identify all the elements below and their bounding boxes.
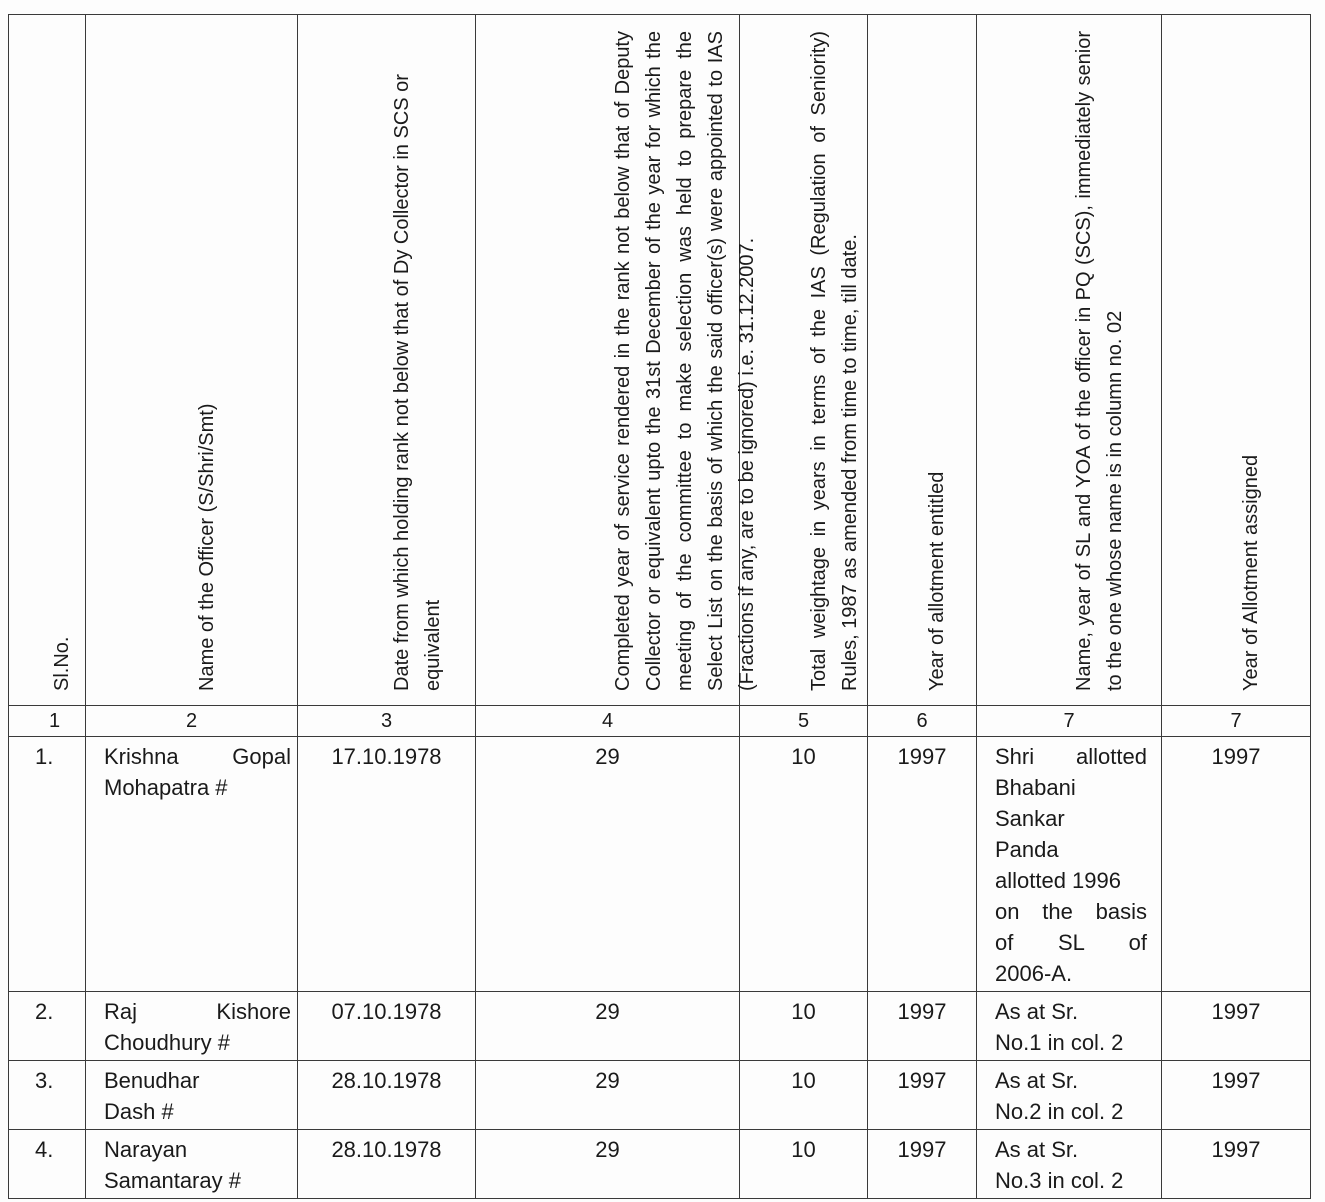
date-cell: 28.10.1978	[298, 1061, 476, 1130]
senior-officer-cell	[977, 1130, 1162, 1199]
header-senior-officer: Name, year of SL and YOA of the officer in PQ (SCS), immediately senior to the one whose name is in column no. 02	[977, 15, 1162, 706]
service-years-cell: 29	[476, 1061, 740, 1130]
weightage-cell: 10	[740, 992, 868, 1061]
remark-line: on the basis	[995, 899, 1147, 924]
officer-name-cell	[86, 1130, 298, 1199]
remark-line: Sankar	[995, 806, 1065, 831]
header-officer-name: Name of the Officer (S/Shri/Smt)	[86, 15, 298, 706]
table-row	[9, 1130, 1311, 1199]
column-number: 6	[868, 706, 977, 737]
remark-line: No.3 in col. 2	[995, 1168, 1124, 1193]
officer-name-cell	[86, 992, 298, 1061]
column-number: 1	[9, 706, 86, 737]
remark-line: allotted 1996	[995, 868, 1121, 893]
officer-name-line: Benudhar	[104, 1068, 200, 1093]
year-assigned-cell: 1997	[1162, 1130, 1311, 1199]
remark-line: Bhabani	[995, 775, 1076, 800]
year-assigned-cell: 1997	[1162, 1061, 1311, 1130]
sl-no-cell: 4.	[9, 1130, 86, 1199]
column-number: 5	[740, 706, 868, 737]
date-cell: 07.10.1978	[298, 992, 476, 1061]
year-assigned-cell: 1997	[1162, 992, 1311, 1061]
column-number-row	[9, 706, 1311, 737]
table-row	[9, 992, 1311, 1061]
date-cell: 28.10.1978	[298, 1130, 476, 1199]
remark-line: No.1 in col. 2	[995, 1030, 1124, 1055]
service-years-cell: 29	[476, 1130, 740, 1199]
remark-line: As at Sr.	[995, 1068, 1079, 1093]
column-number: 3	[298, 706, 476, 737]
sl-no-cell: 1.	[9, 737, 86, 992]
seniority-table	[8, 14, 1311, 1199]
column-number: 2	[86, 706, 298, 737]
weightage-cell: 10	[740, 737, 868, 992]
remark-line: Panda	[995, 837, 1059, 862]
column-number: 7	[1162, 706, 1311, 737]
table-row	[9, 737, 1311, 992]
officer-name-cell	[86, 737, 298, 992]
date-cell: 17.10.1978	[298, 737, 476, 992]
header-date-holding-rank: Date from which holding rank not below that of Dy Collector in SCS or equivalent	[298, 15, 476, 706]
remark-line: of SL of	[995, 930, 1147, 955]
header-year-assigned: Year of Allotment assigned	[1162, 15, 1311, 706]
service-years-cell: 29	[476, 737, 740, 992]
officer-name-line: Choudhury #	[104, 1030, 230, 1055]
year-entitled-cell: 1997	[868, 737, 977, 992]
year-assigned-cell: 1997	[1162, 737, 1311, 992]
senior-officer-cell	[977, 737, 1162, 992]
remark-line: No.2 in col. 2	[995, 1099, 1124, 1124]
remark-line: Shri allotted	[995, 744, 1147, 769]
senior-officer-cell	[977, 1061, 1162, 1130]
weightage-cell: 10	[740, 1061, 868, 1130]
remark-line: As at Sr.	[995, 1137, 1079, 1162]
year-entitled-cell: 1997	[868, 1061, 977, 1130]
header-total-weightage: Total weightage in years in terms of the IAS (Regulation of Seniority) Rules, 1987 as amended from time to time, till date.	[740, 15, 868, 706]
column-number: 4	[476, 706, 740, 737]
officer-name-line: Samantaray #	[104, 1168, 241, 1193]
year-entitled-cell: 1997	[868, 992, 977, 1061]
header-row	[9, 15, 1311, 706]
remark-line: 2006-A.	[995, 961, 1073, 986]
officer-name-line: Krishna Gopal	[104, 744, 291, 769]
officer-name-line: Narayan	[104, 1137, 188, 1162]
officer-name-line: Mohapatra #	[104, 775, 228, 800]
officer-name-line: Raj Kishore	[104, 999, 291, 1024]
year-entitled-cell: 1997	[868, 1130, 977, 1199]
header-year-entitled: Year of allotment entitled	[868, 15, 977, 706]
column-number: 7	[977, 706, 1162, 737]
sl-no-cell: 2.	[9, 992, 86, 1061]
remark-line: As at Sr.	[995, 999, 1079, 1024]
officer-name-cell	[86, 1061, 298, 1130]
sl-no-cell: 3.	[9, 1061, 86, 1130]
weightage-cell: 10	[740, 1130, 868, 1199]
header-sl-no: Sl.No.	[9, 15, 86, 706]
service-years-cell: 29	[476, 992, 740, 1061]
header-completed-years: Completed year of service rendered in the rank not below that of Deputy Collector or equivalent upto the 31st December of the year for which the meeting of the committee to make selection was held to prepare the Select List on the basis of which the said officer(s) were appointed to IAS (Fractions if any, are to be ignored) i.e. 31.12.2007.	[476, 15, 740, 706]
senior-officer-cell	[977, 992, 1162, 1061]
table-row	[9, 1061, 1311, 1130]
officer-name-line: Dash #	[104, 1099, 174, 1124]
